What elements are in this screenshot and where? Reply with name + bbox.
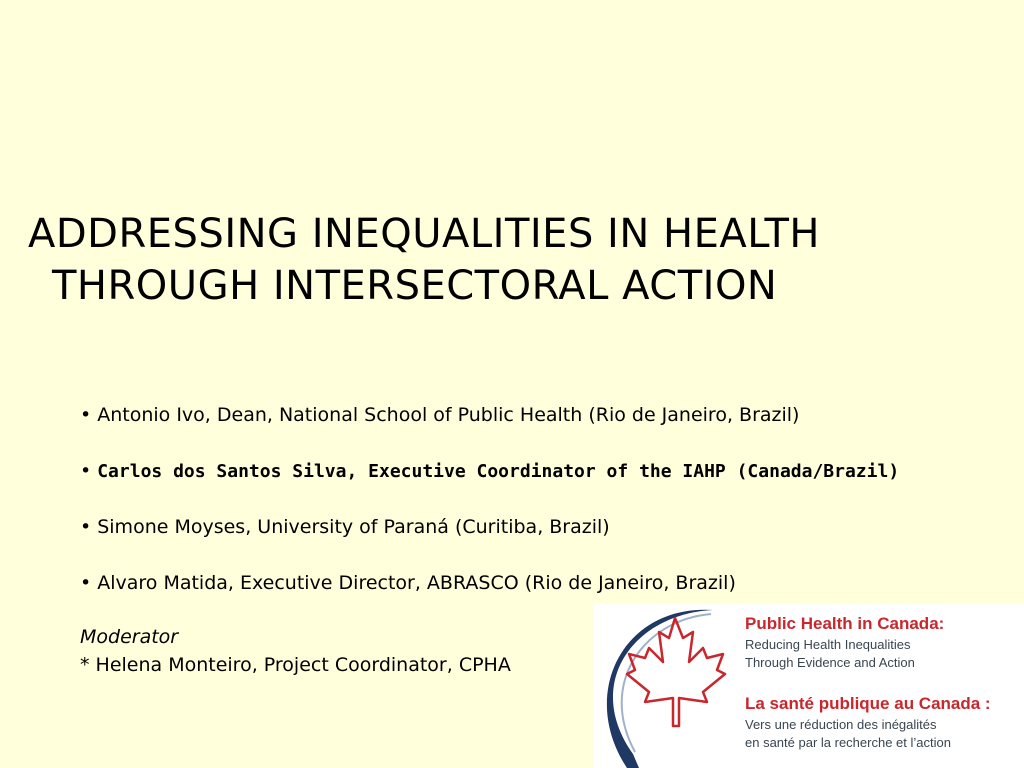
maple-leaf-icon [593,604,743,768]
speaker-item [80,404,799,426]
cpha-logo [593,604,1024,768]
speaker-text: Carlos dos Santos Silva, Executive Coordinator of the IAHP (Canada/Brazil) [97,461,900,482]
speaker-item [80,572,736,594]
bullet: • [80,404,92,426]
moderator-name: * Helena Monteiro, Project Coordinator, CPHA [80,654,511,676]
speaker-text: Alvaro Matida, Executive Director, ABRASCO (Rio de Janeiro, Brazil) [97,572,736,594]
logo-sub-en-2: Through Evidence and Action [745,655,915,670]
logo-heading-fr: La santé publique au Canada : [745,694,991,713]
speaker-item [80,460,899,482]
speaker-text: Antonio Ivo, Dean, National School of Public Health (Rio de Janeiro, Brazil) [97,404,800,426]
title-line-2: THROUGH INTERSECTORAL ACTION [52,263,778,309]
bullet: • [80,460,92,482]
slide-title [28,208,1008,312]
logo-sub-fr-1: Vers une réduction des inégalités [745,717,937,732]
logo-heading-en: Public Health in Canada: [745,614,945,633]
logo-sub-en-1: Reducing Health Inequalities [745,637,911,652]
moderator-label: Moderator [80,626,179,648]
bullet: • [80,516,92,538]
logo-sub-fr-2: en santé par la recherche et l’action [745,735,951,750]
speaker-item [80,516,610,538]
speaker-text: Simone Moyses, University of Paraná (Curitiba, Brazil) [97,516,610,538]
bullet: • [80,572,92,594]
title-line-1: ADDRESSING INEQUALITIES IN HEALTH [28,211,820,257]
